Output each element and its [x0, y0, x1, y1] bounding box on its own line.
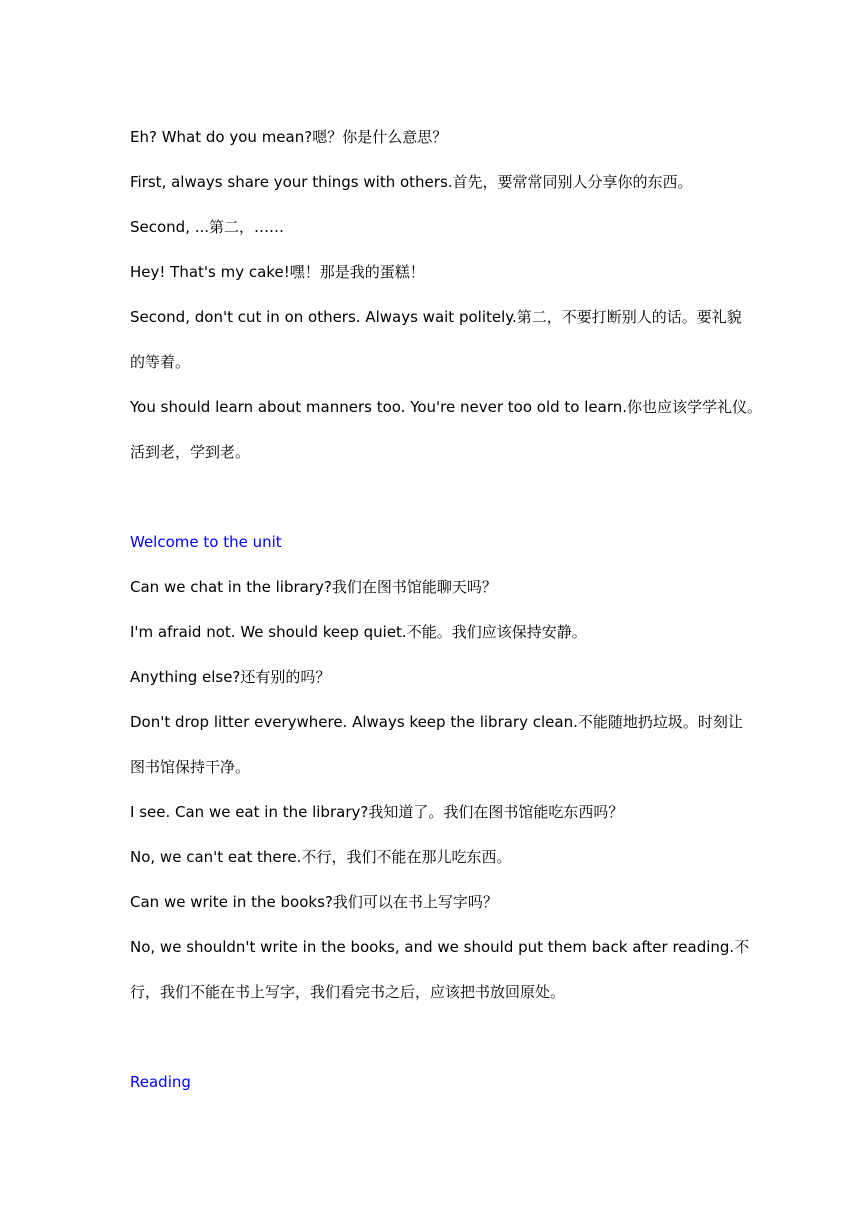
- text-line: I'm afraid not. We should keep quiet.不能。我们应该保持安静。: [130, 623, 587, 641]
- text-line: No, we shouldn't write in the books, and we should put them back after reading.不: [130, 938, 750, 956]
- text-line: Can we chat in the library?我们在图书馆能聊天吗？: [130, 578, 497, 596]
- text-line: Anything else?还有别的吗？: [130, 668, 331, 686]
- text-line: No, we can't eat there.不行，我们不能在那儿吃东西。: [130, 848, 512, 866]
- text-line: Hey! That's my cake!嘿！那是我的蛋糕！: [130, 263, 425, 281]
- section-heading-welcome: Welcome to the unit: [130, 533, 282, 551]
- text-line: You should learn about manners too. You're never too old to learn.你也应该学学礼仪。: [130, 398, 763, 416]
- section-spacer: [130, 1015, 742, 1060]
- section-spacer: [130, 475, 742, 520]
- text-line: Second, ...第二，……: [130, 218, 285, 236]
- text-line: Eh? What do you mean?嗯？你是什么意思？: [130, 128, 448, 146]
- document-body: [130, 115, 763, 1105]
- text-line: 的等着。: [130, 353, 191, 371]
- text-line: I see. Can we eat in the library?我知道了。我们在图书馆能吃东西吗？: [130, 803, 624, 821]
- text-line: Don't drop litter everywhere. Always keep the library clean.不能随地扔垃圾。时刻让: [130, 713, 743, 731]
- section-heading-reading: Reading: [130, 1073, 191, 1091]
- text-line: 图书馆保持干净。: [130, 758, 251, 776]
- text-line: 活到老，学到老。: [130, 443, 251, 461]
- text-line: Can we write in the books?我们可以在书上写字吗？: [130, 893, 498, 911]
- text-line: Second, don't cut in on others. Always wait politely.第二，不要打断别人的话。要礼貌: [130, 308, 742, 326]
- text-line: First, always share your things with others.首先，要常常同别人分享你的东西。: [130, 173, 693, 191]
- text-line: 行，我们不能在书上写字，我们看完书之后，应该把书放回原处。: [130, 983, 566, 1001]
